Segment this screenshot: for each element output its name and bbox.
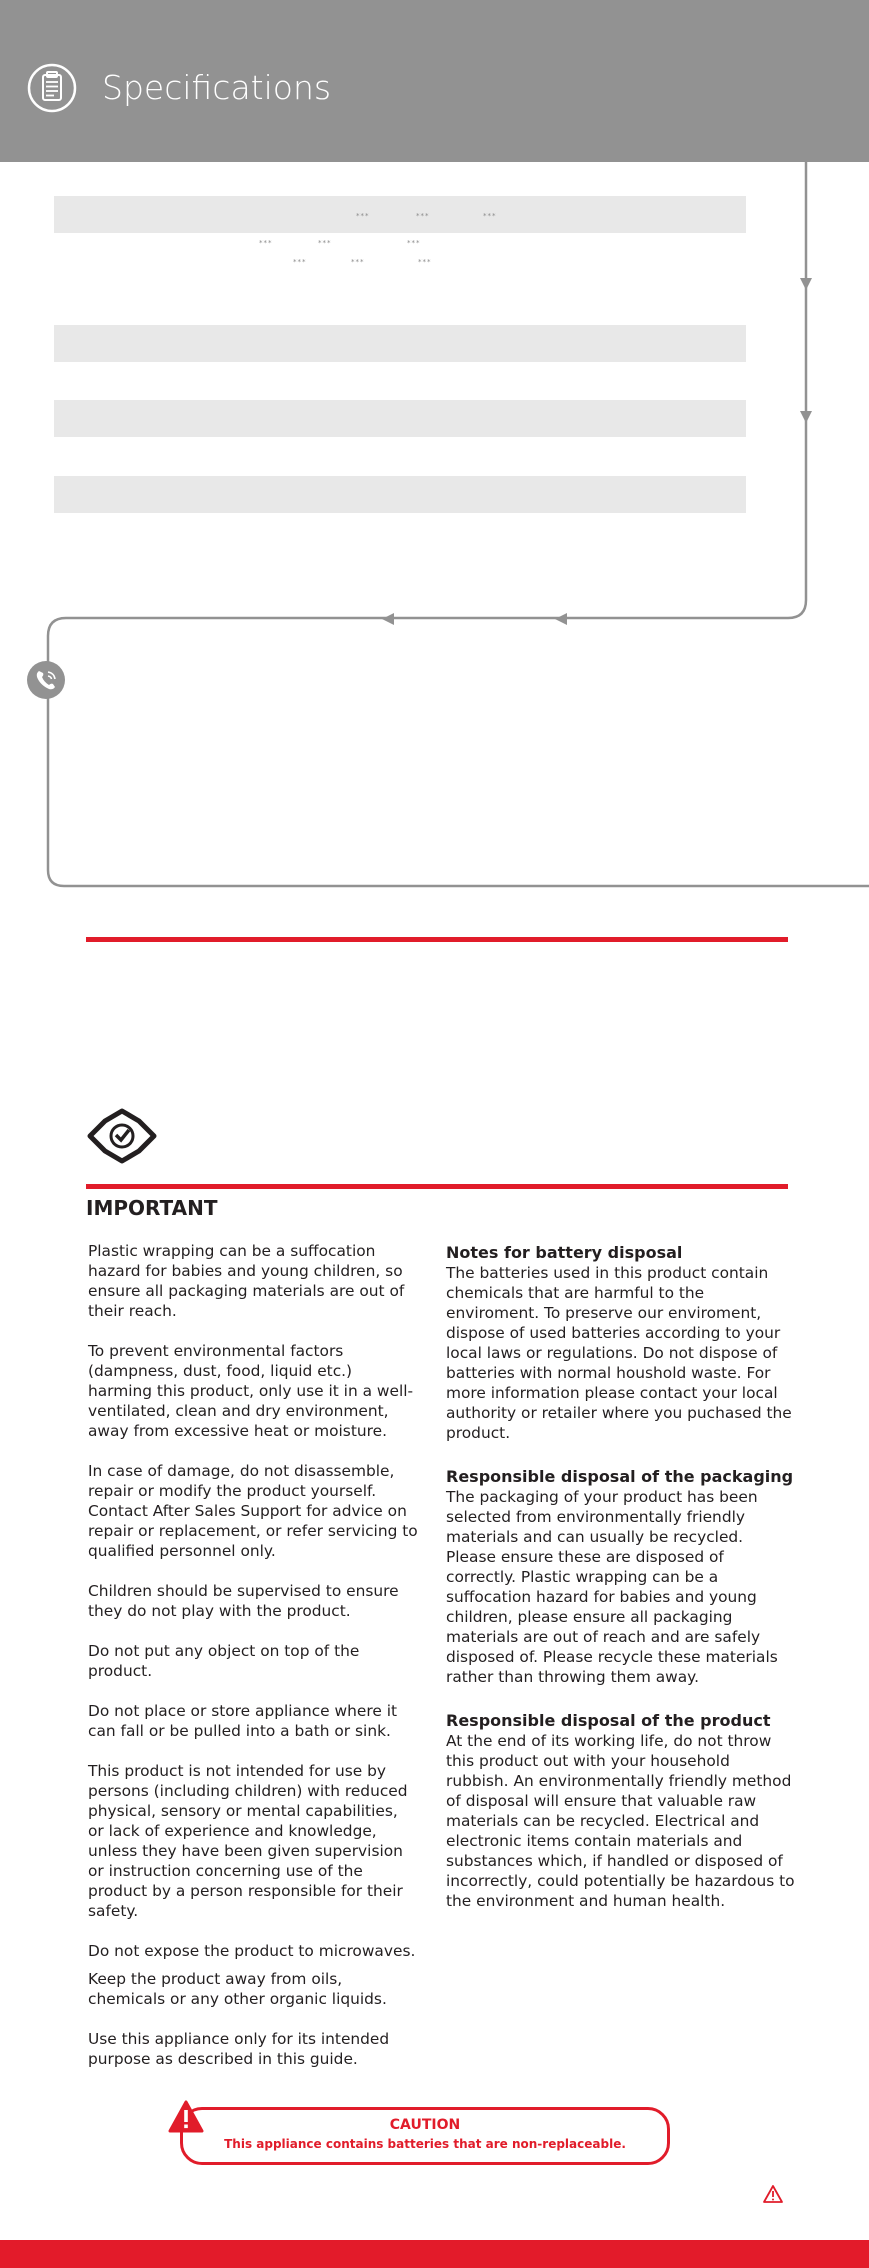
page-title: Specifications <box>102 68 332 107</box>
spec-mark: *** <box>351 258 365 266</box>
spec-mark: *** <box>259 239 273 247</box>
warning-icon <box>762 2184 784 2204</box>
flow-connector <box>0 0 869 900</box>
arrow-down-icon <box>800 278 812 290</box>
disposal-notes <box>446 1243 796 1911</box>
safety-paragraph: Keep the product away from oils, chemicals or any other organic liquids. <box>88 1970 387 2008</box>
safety-paragraph: In case of damage, do not disassemble, repair or modify the product yourself. Contact After Sales Support for advice on repair or replacement, or refer servicing to qualified personnel only. <box>88 1462 418 1560</box>
arrow-left-icon <box>555 613 567 625</box>
battery-disposal-text: The batteries used in this product contain chemicals that are harmful to the enviroment. To preserve our enviroment, dispose of used batteries according to your local laws or regulations. Do not dispose of batteries with normal houshold waste. For more information please contact your local authority or retailer where you puchased the product. <box>446 1264 792 1442</box>
safety-paragraph: Plastic wrapping can be a suffocation hazard for babies and young children, so ensure all packaging materials are out of their reach. <box>88 1242 405 1320</box>
safety-paragraph: This product is not intended for use by persons (including children) with reduced physical, sensory or mental capabilities, or lack of experience and knowledge, unless they have been given supervision or instruction concerning use of the product by a person responsible for their safety. <box>88 1762 408 1920</box>
safety-paragraph: Use this appliance only for its intended purpose as described in this guide. <box>88 2030 390 2068</box>
safety-paragraph: Children should be supervised to ensure they do not play with the product. <box>88 1582 399 1620</box>
spec-mark: *** <box>318 239 332 247</box>
caution-title: CAUTION <box>389 2117 461 2133</box>
arrow-left-icon <box>382 613 394 625</box>
packaging-disposal-text: The packaging of your product has been selected from environmentally friendly materials and can usually be recycled. Please ensure these are disposed of correctly. Plastic wrapping can be a suffocation hazard for babies and young children, please ensure all packaging materials are out of reach and are safely disposed of. Please recycle these materials rather than throwing them away. <box>446 1488 778 1686</box>
safety-paragraph: Do not put any object on top of the product. <box>88 1642 360 1680</box>
packaging-disposal-heading: Responsible disposal of the packaging <box>446 1467 794 1486</box>
battery-disposal-heading: Notes for battery disposal <box>446 1243 683 1262</box>
divider <box>86 937 788 942</box>
caution-text: This appliance contains batteries that are non-replaceable. <box>224 2137 626 2151</box>
safety-instructions <box>88 1241 418 2069</box>
footer-bar <box>0 2240 869 2268</box>
safety-paragraph: Do not place or store appliance where it can fall or be pulled into a bath or sink. <box>88 1702 398 1740</box>
spec-mark: *** <box>407 239 421 247</box>
phone-icon <box>26 660 66 700</box>
spec-mark: *** <box>293 258 307 266</box>
spec-mark: *** <box>418 258 432 266</box>
warning-icon <box>168 2100 204 2134</box>
spec-mark: *** <box>356 212 370 220</box>
product-disposal-heading: Responsible disposal of the product <box>446 1711 771 1730</box>
rcm-compliance-logo <box>86 1108 158 1164</box>
arrow-down-icon <box>800 411 812 423</box>
product-disposal-text: At the end of its working life, do not throw this product out with your household rubbish. An environmentally friendly method of disposal will ensure that valuable raw materials can be recycled. Electrical and electronic items contain materials and substances which, if handled or disposed of incorrectly, could potentially be hazardous to the environment and human health. <box>446 1732 795 1910</box>
important-heading: IMPORTANT <box>86 1196 218 1220</box>
spec-mark: *** <box>416 212 430 220</box>
safety-paragraph: To prevent environmental factors (dampness, dust, food, liquid etc.) harming this product, only use it in a well-ventilated, clean and dry environment, away from excessive heat or moisture. <box>88 1342 414 1440</box>
safety-paragraph: Do not expose the product to microwaves. <box>88 1942 416 1960</box>
caution-box <box>180 2107 670 2165</box>
spec-mark: *** <box>483 212 497 220</box>
divider <box>86 1184 788 1189</box>
